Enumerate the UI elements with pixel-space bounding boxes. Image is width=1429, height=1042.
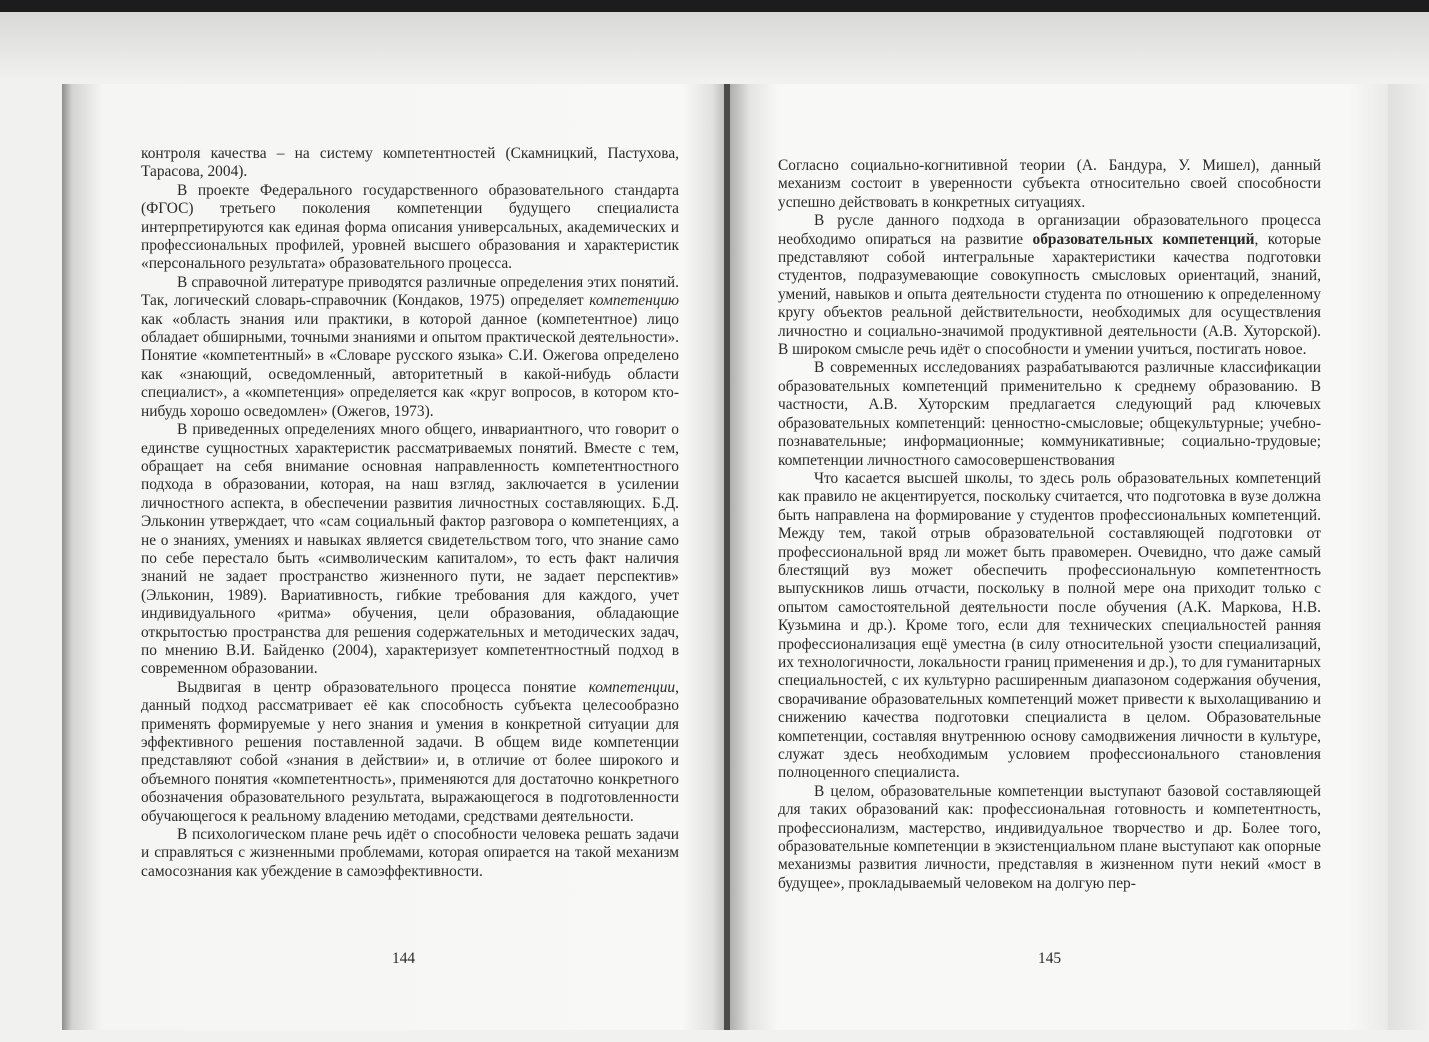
left-page-text (141, 145, 679, 881)
paragraph-text: как «область знания или практики, в которой данное (компетентное) лицо обладает обширными, точными знаниями и опытом практической деятельности». Понятие «компетентный» в «Словаре русского языка» С.И. Ожегова определено как «знающий, осведомленный, авторитетный в какой-нибудь области специалист», а «компетенция» определяется как «круг вопросов, в котором кто-нибудь хорошо осведомлен» (Ожегов, 1973). (141, 310, 679, 420)
book-gutter (724, 84, 730, 1030)
paragraph (778, 212, 1321, 359)
paragraph (141, 274, 679, 421)
right-page-text (778, 157, 1321, 893)
paragraph-text: В современных исследованиях разрабатываются различные классификации образовательных компетенций применительно к среднему образованию. В частности, А.В. Хуторским предлагается следующий рад ключевых образовательных компетенций: ценностно-смысловые; общекультурные; учебно-познавательные; информационные; коммуникативные; социально-трудовые; компетенции личностного самосовершенствования (778, 359, 1321, 469)
paragraph (141, 421, 679, 679)
paragraph-text: В психологическом плане речь идёт о способности человека решать задачи и справляться с жизненными проблемами, которая опирается на такой механизм самосознания как убеждение в самоэффективности. (141, 826, 679, 880)
paragraph-text: контроля качества – на систему компетентностей (Скамницкий, Пастухова, Тарасова, 2004). (141, 145, 679, 181)
page-edge-right (1388, 84, 1429, 1030)
paragraph-text: , данный подход рассматривает её как способность субъекта целесообразно применять формируемые у него знания и умения в конкретной ситуации для эффективного решения поставленной задачи. В общем виде компетенции представляют собой «знания в действии» и, в отличие от более широкого и объемного понятия «компетентность», применяются для достаточно конкретного обозначения образовательного результата, выражающегося в подготовленности обучающегося к реальному владению методами, средствами деятельности. (141, 678, 679, 825)
paragraph-text: В целом, образовательные компетенции выступают базовой составляющей для таких образований как: профессиональная готовность и компетентность, профессионализм, мастерство, индивидуальное творчество и др. Более того, образовательные компетенции в экзистенциальном плане выступают как опорные механизмы развития личности, представляя в жизненном пути некий «мост в будущее», прокладываемый человеком на долгую пер- (778, 782, 1321, 892)
emphasis-text: компетенцию (589, 292, 679, 310)
paragraph (141, 182, 679, 274)
paragraph (141, 145, 679, 182)
paragraph-text: Что касается высшей школы, то здесь роль образовательных компетенций как правило не акцентируется, поскольку считается, что подготовка в вузе должна быть направлена на формирование у студентов профессиональных компетенций. Между тем, такой отрыв образовательной составляющей подготовки от профессиональной вряд ли может быть правомерен. Очевидно, что даже самый блестящий вуз может обеспечить профессиональную компетентность выпускников лишь отчасти, поскольку в полной мере она приходит только с опытом самостоятельной деятельности после обучения (А.К. Маркова, Н.В. Кузьмина и др.). Кроме того, если для технических специальностей ранняя профессионализация ещё уместна (в силу относительной узости специализаций, их технологичности, локальности границ применения и др.), то для гуманитарных специальностей, с их культурно расширенным диапазоном содержания обучения, сворачивание образовательных компетенций может привести к выхолащиванию и снижению качества подготовки специалиста в целом. Образовательные компетенции, составляя внутреннюю основу самодвижения личности в культуре, служат здесь необходимым условием профессионального становления полноценного специалиста. (778, 469, 1321, 782)
emphasis-text: образовательных компетенций (1032, 230, 1255, 248)
paragraph (778, 359, 1321, 469)
paragraph (141, 826, 679, 881)
paragraph (778, 783, 1321, 893)
emphasis-text: компетенции (588, 678, 676, 696)
paragraph-text: Выдвигая в центр образовательного процесса понятие (177, 678, 589, 696)
paragraph (141, 679, 679, 826)
page-number-left: 144 (392, 950, 416, 967)
paragraph-text: Согласно социально-когнитивной теории (А. Бандура, У. Мишел), данный механизм состоит в уверенности субъекта относительно своей способности успешно действовать в конкретных ситуациях. (778, 157, 1321, 211)
scanner-top-edge (0, 0, 1429, 12)
page-number-right: 145 (1038, 950, 1062, 967)
scanner-shadow (0, 12, 1429, 82)
paragraph (778, 470, 1321, 783)
paragraph (778, 157, 1321, 212)
paragraph-text: В приведенных определениях много общего, инвариантного, что говорит о единстве сущностных характеристик рассматриваемых понятий. Вместе с тем, обращает на себя внимание основная направленность компетентностного подхода в образовании, которая, на наш взгляд, заключается в усилении личностного аспекта, в обеспечении развития личностных составляющих. Б.Д. Эльконин утверждает, что «сам социальный фактор разговора о компетенциях, а не о знаниях, умениях и навыках является свидетельством того, что знание само по себе перестало быть «символическим капиталом», то есть факт наличия знаний не задает пространство жизненного пути, не задает перспектив» (Эльконин, 1989). Вариативность, гибкие требования для каждого, учет индивидуального «ритма» обучения, цели образования, обладающие открытостью пространства для решения содержательных и методических задач, по мнению В.И. Байденко (2004), характеризует компетентностный подход в современном образовании. (141, 421, 679, 678)
paragraph-text: , которые представляют собой интегральные характеристики качества подготовки студентов, подразумевающие совокупность смысловых ориентаций, знаний, умений, навыков и опыта деятельности студента по отношению к определенному кругу объектов реальной действительности, необходимых для осуществления личностно и социально-значимой продуктивной деятельности (А.В. Хуторской). В широком смысле речь идёт о способности и умении учиться, постигать новое. (778, 230, 1321, 359)
paragraph-text: В справочной литературе приводятся различные определения этих понятий. Так, логический словарь-справочник (Кондаков, 1975) определяет (141, 273, 679, 310)
paragraph-text: В русле данного подхода в организации образовательного процесса необходимо опираться на развитие (778, 212, 1321, 248)
paragraph-text: В проекте Федерального государственного образовательного стандарта (ФГОС) третьего поколения компетенции будущего специалиста интерпретируются как единая форма описания универсальных, академических и профессиональных профилей, уровней высшего образования и характеристик «персонального результата» образовательного процесса. (141, 181, 679, 273)
